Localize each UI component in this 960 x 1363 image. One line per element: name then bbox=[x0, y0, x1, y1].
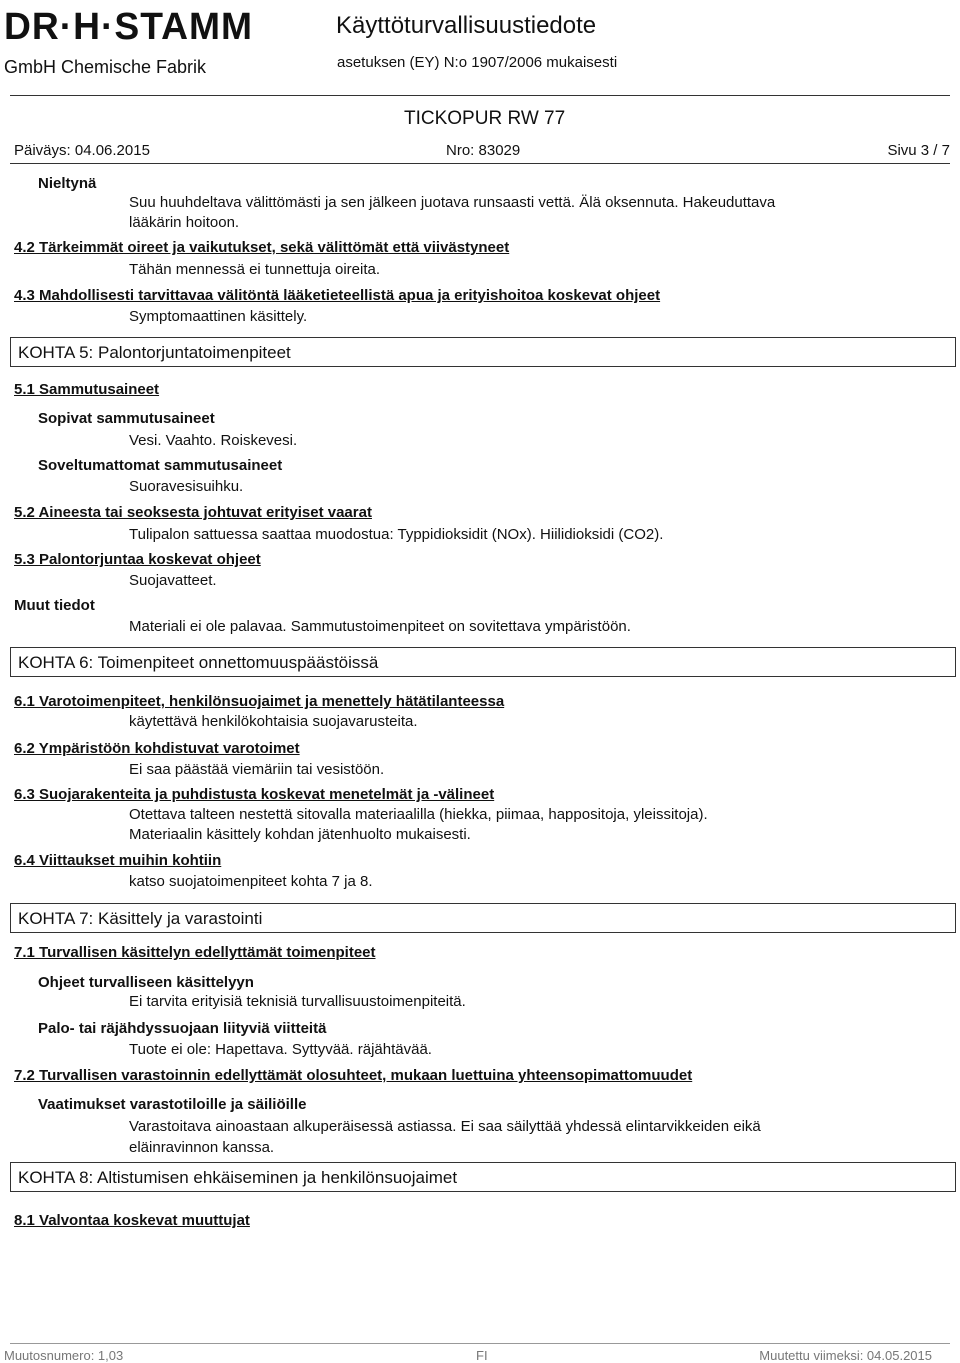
heading-4-2: 4.2 Tärkeimmät oireet ja vaikutukset, sekä välittömät että viivästyneet bbox=[14, 239, 510, 256]
section-8-header bbox=[10, 1162, 956, 1192]
vaatimukset-label: Vaatimukset varastotiloille ja säiliöille bbox=[38, 1096, 307, 1113]
sopivat-text: Vesi. Vaahto. Roiskevesi. bbox=[129, 432, 298, 449]
muut-tiedot-text: Materiali ei ole palavaa. Sammutustoimenpiteet on sovitettava ympäristöön. bbox=[129, 618, 631, 635]
heading-6-1: 6.1 Varotoimenpiteet, henkilönsuojaimet ja menettely hätätilanteessa bbox=[14, 693, 505, 710]
text-4-2: Tähän mennessä ei tunnettuja oireita. bbox=[129, 261, 380, 278]
footer-modified: Muutettu viimeksi: 04.05.2015 bbox=[759, 1348, 932, 1363]
document-number: Nro: 83029 bbox=[446, 142, 521, 159]
text-5-2: Tulipalon sattuessa saattaa muodostua: Typpidioksidit (NOx). Hiilidioksidi (CO2). bbox=[129, 526, 664, 543]
nieltyna-label: Nieltynä bbox=[38, 175, 97, 192]
document-subtitle: asetuksen (EY) N:o 1907/2006 mukaisesti bbox=[337, 54, 618, 71]
sopivat-label: Sopivat sammutusaineet bbox=[38, 410, 215, 427]
text-6-4: katso suojatoimenpiteet kohta 7 ja 8. bbox=[129, 873, 373, 890]
company-logo-subtitle: GmbH Chemische Fabrik bbox=[4, 57, 207, 77]
text-6-3-a: Otettava talteen nestettä sitovalla materiaalilla (hiekka, piimaa, happositoja, yleissitoja). bbox=[129, 806, 708, 823]
ohjeet-text: Ei tarvita erityisiä teknisiä turvallisuustoimenpiteitä. bbox=[129, 993, 466, 1010]
meta-divider bbox=[10, 163, 950, 164]
heading-6-3: 6.3 Suojarakenteita ja puhdistusta koskevat menetelmät ja -välineet bbox=[14, 786, 495, 803]
section-7-header bbox=[10, 903, 956, 933]
page-number: Sivu 3 / 7 bbox=[887, 142, 950, 159]
heading-4-3: 4.3 Mahdollisesti tarvittavaa välitöntä lääketieteellistä apua ja erityishoitoa koskevat ohjeet bbox=[14, 287, 661, 304]
document-title: Käyttöturvallisuustiedote bbox=[336, 12, 597, 39]
footer-language: FI bbox=[476, 1348, 488, 1363]
section-6-title: KOHTA 6: Toimenpiteet onnettomuuspäästöissä bbox=[18, 653, 379, 672]
soveltumattomat-label: Soveltumattomat sammutusaineet bbox=[38, 457, 283, 474]
muut-tiedot-label: Muut tiedot bbox=[14, 597, 95, 614]
palo-text: Tuote ei ole: Hapettava. Syttyvää. räjähtävää. bbox=[129, 1041, 432, 1058]
section-6-header bbox=[10, 647, 956, 677]
soveltumattomat-text: Suoravesisuihku. bbox=[129, 478, 244, 495]
section-5-header bbox=[10, 337, 956, 367]
heading-6-4: 6.4 Viittaukset muihin kohtiin bbox=[14, 852, 222, 869]
heading-7-1: 7.1 Turvallisen käsittelyn edellyttämät toimenpiteet bbox=[14, 944, 376, 961]
heading-8-1: 8.1 Valvontaa koskevat muuttujat bbox=[14, 1212, 250, 1229]
company-logo: DR·H·STAMM bbox=[4, 6, 254, 48]
product-name: TICKOPUR RW 77 bbox=[404, 108, 566, 129]
footer-revision: Muutosnumero: 1,03 bbox=[4, 1348, 124, 1363]
heading-6-2: 6.2 Ympäristöön kohdistuvat varotoimet bbox=[14, 740, 300, 757]
heading-5-1: 5.1 Sammutusaineet bbox=[14, 381, 160, 398]
text-5-3: Suojavatteet. bbox=[129, 572, 217, 589]
ohjeet-label: Ohjeet turvalliseen käsittelyyn bbox=[38, 974, 254, 991]
vaatimukset-text: Varastoitava ainoastaan alkuperäisessä astiassa. Ei saa säilyttää yhdessä elintarvikkeiden eikä eläinravinnon kanssa. bbox=[129, 1118, 761, 1156]
nieltyna-text: Suu huuhdeltava välittömästi ja sen jälkeen juotava runsaasti vettä. Älä oksennuta. Hakeuduttava lääkärin hoitoon. bbox=[129, 194, 776, 231]
text-6-1: käytettävä henkilökohtaisia suojavarusteita. bbox=[129, 713, 418, 730]
header-divider bbox=[10, 95, 950, 96]
heading-5-2: 5.2 Aineesta tai seoksesta johtuvat erityiset vaarat bbox=[14, 504, 372, 521]
text-4-3: Symptomaattinen käsittely. bbox=[129, 308, 308, 325]
palo-label: Palo- tai räjähdyssuojaan liityviä viitteitä bbox=[38, 1020, 327, 1037]
document-date: Päiväys: 04.06.2015 bbox=[14, 142, 150, 159]
section-5-title: KOHTA 5: Palontorjuntatoimenpiteet bbox=[18, 343, 291, 362]
text-6-3-b: Materiaalin käsittely kohdan jätenhuolto mukaisesti. bbox=[129, 826, 471, 843]
heading-5-3: 5.3 Palontorjuntaa koskevat ohjeet bbox=[14, 551, 261, 568]
text-6-2: Ei saa päästää viemäriin tai vesistöön. bbox=[129, 761, 385, 778]
heading-7-2: 7.2 Turvallisen varastoinnin edellyttämät olosuhteet, mukaan luettuina yhteensopimattomuudet bbox=[14, 1067, 693, 1084]
section-8-title: KOHTA 8: Altistumisen ehkäiseminen ja henkilönsuojaimet bbox=[18, 1168, 458, 1187]
section-7-title: KOHTA 7: Käsittely ja varastointi bbox=[18, 909, 263, 928]
footer-divider bbox=[10, 1343, 950, 1344]
